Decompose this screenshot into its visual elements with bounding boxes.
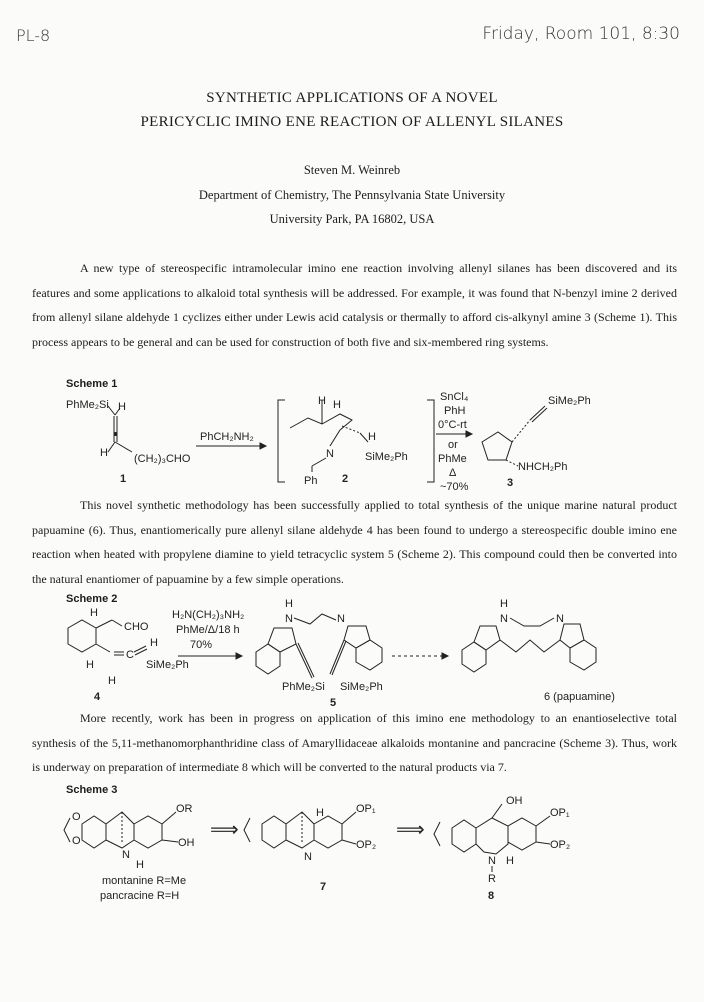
label: PhMe₂Si — [66, 399, 109, 411]
reaction-conditions — [436, 391, 472, 493]
label: OH — [178, 837, 195, 849]
abstract-code: PL-8 — [16, 26, 51, 45]
title-line-1: SYNTHETIC APPLICATIONS OF A NOVEL — [206, 90, 498, 106]
paragraph-2: This novel synthetic methodology has been successfully applied to total synthesis of the unique marine natural product papuamine (6). Thus, enantiomerically pure allenyl silane aldehyde 4 has been found to undergo a stereospecific double imino ene reaction when heated with propylene diamine to yield tetracyclic system 5 (Scheme 2). This compound could then be converted into the natural enantiomer of papuamine by a few simple operations. — [32, 498, 677, 586]
label: CHO — [124, 621, 149, 633]
label: H — [100, 447, 108, 459]
label: N — [337, 613, 345, 625]
compound-6 — [462, 598, 615, 703]
compound-name: montanine R=Me — [102, 875, 187, 887]
label: OH — [506, 795, 523, 807]
compound-2 — [278, 395, 434, 487]
label: PhH — [444, 405, 466, 417]
label: or — [448, 439, 458, 451]
compound-number: 2 — [342, 473, 349, 485]
compound-3 — [482, 395, 591, 489]
compound-4 — [68, 607, 189, 703]
label: N — [326, 448, 334, 460]
label: H — [86, 659, 94, 671]
label: O — [72, 835, 81, 847]
label: H — [108, 675, 116, 687]
label: Ph — [304, 475, 318, 487]
label: N — [556, 613, 564, 625]
paragraph-1: A new type of stereospecific intramolecular imino ene reaction involving allenyl silanes has been discovered and its features and some applications to alkaloid total synthesis will be addressed. For example, it was found that N-benzyl imine 2 derived from allenyl silane aldehyde 1 cyclizes either under Lewis acid catalysis or thermally to afford cis-alkynyl amine 3 (Scheme 1). This process appears to be general and can be used for construction of both five and six-membered ring systems. — [32, 261, 677, 349]
label: H — [316, 807, 324, 819]
label: H — [285, 598, 293, 610]
compound-number: 1 — [120, 473, 127, 485]
label: H — [136, 859, 144, 871]
label: H₂N(CH₂)₃NH₂ — [172, 609, 245, 621]
compound-7 — [244, 803, 376, 893]
scheme-1-diagram — [60, 390, 700, 494]
label: (CH₂)₃CHO — [134, 453, 191, 465]
scheme-2-label: Scheme 2 — [66, 593, 118, 605]
label: PhMe — [438, 453, 467, 465]
compound-name: pancracine R=H — [100, 890, 180, 902]
label: SiMe₂Ph — [146, 659, 189, 671]
label: Δ — [449, 467, 457, 479]
author: Steven M. Weinreb — [303, 163, 401, 177]
label: OP₂ — [356, 839, 377, 851]
session-info: Friday, Room 101, 8:30 — [482, 24, 680, 44]
paragraph-3: More recently, work has been in progress on application of this imino ene methodology to an enantioselective total synthesis of the 5,11-methanomorphanthridine class of Amaryllidaceae alkaloids montanine and pancracine (Scheme 3). Thus, work is underway on preparation of intermediate 8 which will be converted to the natural products via 7. — [32, 711, 677, 774]
address: University Park, PA 16802, USA — [269, 212, 435, 226]
scheme-3-label: Scheme 3 — [66, 784, 118, 796]
compound-number: 7 — [320, 881, 327, 893]
title-line-2: PERICYCLIC IMINO ENE REACTION OF ALLENYL SILANES — [140, 114, 564, 130]
label: N — [122, 849, 130, 861]
label: H — [368, 431, 376, 443]
compound-number: 8 — [488, 890, 495, 902]
label: OP₁ — [356, 803, 376, 815]
label: H — [318, 395, 326, 407]
label: O — [72, 811, 81, 823]
label: SiMe₂Ph — [365, 451, 408, 463]
label: OR — [176, 803, 193, 815]
label: ~70% — [440, 481, 469, 493]
compound-5 — [256, 598, 383, 709]
label: N — [304, 851, 312, 863]
label: 70% — [190, 639, 213, 651]
label: N — [285, 613, 293, 625]
label: N — [488, 855, 496, 867]
compound-1 — [66, 399, 191, 485]
label: H — [150, 637, 158, 649]
label: OP₂ — [550, 839, 571, 851]
scheme-3-diagram — [60, 795, 700, 902]
label: PhMe₂Si — [282, 681, 325, 693]
label: NHCH₂Ph — [518, 461, 568, 473]
label: SiMe₂Ph — [548, 395, 591, 407]
label: PhMe/Δ/18 h — [176, 624, 240, 636]
label: H — [500, 598, 508, 610]
label: H — [90, 607, 98, 619]
label: H — [118, 401, 126, 413]
compound-number: 5 — [330, 697, 337, 709]
label: OP₁ — [550, 807, 570, 819]
retrosynthesis-arrow: ⟹ — [396, 819, 425, 841]
reagent-label: PhCH₂NH₂ — [200, 431, 254, 443]
label: R — [488, 873, 496, 885]
compound-number: 3 — [507, 477, 514, 489]
label: SnCl₄ — [440, 391, 469, 403]
compound-number: 4 — [94, 691, 101, 703]
label: H — [506, 855, 514, 867]
retrosynthesis-arrow: ⟹ — [210, 819, 239, 841]
compound-label: 6 (papuamine) — [544, 691, 615, 703]
label: N — [500, 613, 508, 625]
compound-8 — [434, 795, 570, 902]
montanine-structure — [64, 803, 195, 902]
label: C — [126, 649, 134, 661]
scheme-1-label: Scheme 1 — [66, 378, 118, 390]
label: SiMe₂Ph — [340, 681, 383, 693]
affiliation: Department of Chemistry, The Pennsylvania State University — [198, 188, 506, 202]
label: 0°C-rt — [438, 419, 467, 431]
label: H — [333, 399, 341, 411]
